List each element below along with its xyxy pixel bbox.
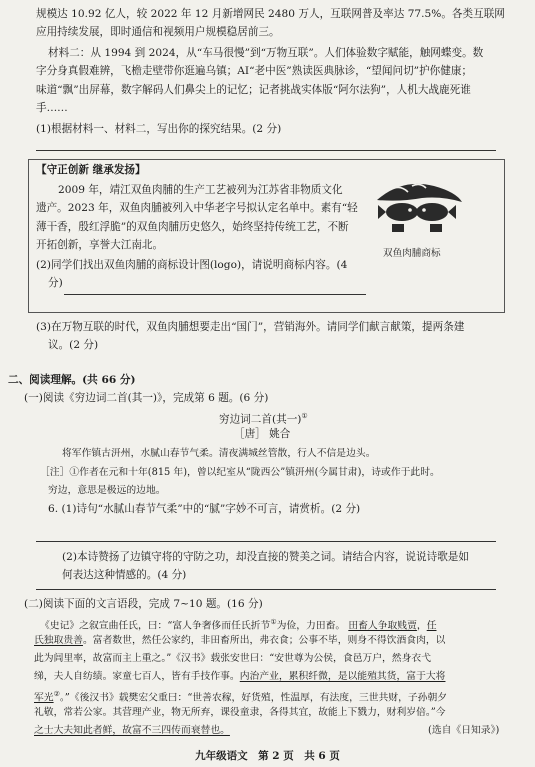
page-footer: 九年级语文 第 2 页 共 6 页: [195, 750, 340, 762]
question-3: 议。(2 分): [48, 339, 99, 351]
material-2-line: 字分身真假难辨，飞檐走壁带你逛遍乌镇；AI“老中医”熟读医典脉诊，“望闻问切”护你健康；: [36, 65, 473, 77]
classical-text-line: 礼敬，常若公家。其营理产业，物无所弃，课役童隶，各得其宜，故能上下戮力，财利岁倍。”今: [34, 707, 446, 718]
classical-text-line: 军光②。”《後汉书》载樊宏父重曰：“世善农稼，好货殖，性温厚，有法度，三世共财，子孙朝夕: [34, 690, 448, 704]
material-1-line: 规模达 10.92 亿人，较 2022 年 12 月新增网民 2480 万人，互联网普及率达 77.5%。各类互联网: [36, 8, 505, 20]
answer-line[interactable]: [64, 294, 366, 295]
twin-fish-logo: [372, 176, 467, 234]
material-2-line: 材料二：从 1994 到 2024，从“车马很慢”到“万物互联”。人们体验数字赋能，触网蝶变。数: [48, 47, 484, 59]
heritage-text-line: 薄干香，殷红浮脆”的双鱼肉脯历史悠久，始终坚持传统工艺，不断: [36, 221, 349, 233]
poem-body: 将军作镇古汧州，水腻山春节气柔。清夜满城丝管散，行人不信是边头。: [62, 448, 376, 459]
classical-text-line: 《史记》之叙宣曲任氏，曰：“富人争奢侈而任氏折节①为俭，力田畜。 田畜人争取贱贾，任: [40, 618, 437, 632]
question-1: (1)根据材料一、材料二，写出你的探究结果。(2 分): [36, 123, 282, 135]
answer-line[interactable]: [36, 589, 496, 590]
poem-note: ［注］①作者在元和十年(815 年)，曾以纪室从“陇西公”镇汧州(今属甘肃)，诗或作于此时。: [40, 467, 440, 478]
question-3: (3)在万物互联的时代，双鱼肉脯想要走出“国门”，营销海外。请同学们献言献策，提两条建: [36, 321, 465, 333]
logo-caption: 双鱼肉脯商标: [383, 248, 441, 259]
poem-title: 穷边词二首(其一)①: [219, 412, 308, 426]
poem-section-title: (一)阅读《穷边词二首(其一)》，完成第 6 题。(6 分): [24, 392, 269, 404]
question-6-2: 何表达这种情感的。(4 分): [62, 569, 187, 581]
section-2-title: 二、阅读理解。(共 66 分): [8, 374, 136, 386]
poem-note: 穷边，意思是极远的边地。: [48, 485, 166, 496]
answer-line[interactable]: [36, 150, 496, 151]
material-2-line: 手……: [36, 102, 68, 114]
classical-text-line: 之士大夫知此者鲜，故富不三四传而衰替也。: [34, 725, 230, 736]
classical-text-line: 绨，夫人自纺绩。家童七百人，皆有手技作事。内治产业，累积纤微，是以能殖其货，富于大将: [34, 671, 446, 682]
question-2: 分): [48, 277, 63, 289]
heritage-text-line: 2009 年，靖江双鱼肉脯的生产工艺被列为江苏省非物质文化: [58, 184, 343, 196]
material-1-line: 应用持续发展，即时通信和视频用户规模稳居前三。: [36, 26, 280, 38]
classical-section-title: (二)阅读下面的文言语段，完成 7~10 题。(16 分): [24, 598, 263, 610]
answer-line[interactable]: [36, 541, 496, 542]
heritage-text-line: 遗产。2023 年，双鱼肉脯被列入中华老字号拟认定名单中。素有“轻: [36, 202, 358, 214]
question-6-1: 6. (1)诗句“水腻山春节气柔”中的“腻”字妙不可言，请赏析。(2 分): [48, 503, 361, 515]
question-6-2: (2)本诗赞扬了边镇守将的守防之功，却没直接的赞美之词。请结合内容，说说诗歌是如: [62, 551, 469, 563]
question-2: (2)同学们找出双鱼肉脯的商标设计图(logo)，请说明商标内容。(4: [36, 259, 348, 271]
classical-text-line: 此为闾里率，故富而主上重之。”《汉书》载张安世曰：“安世尊为公侯，食邑万户，然身衣弋: [34, 653, 431, 664]
heritage-text-line: 开拓创新，享誉大江南北。: [36, 239, 164, 251]
classical-text-line: 氏独取贵善。富者数世，然任公家约，非田畜所出，弗衣食；公事不毕，则身不得饮酒食肉，以: [34, 635, 446, 646]
material-2-line: 味道“飘”出屏幕，数字解码人们鼻尖上的记忆；记者挑战实体版“阿尔法狗”，人机大战鹿死谁: [36, 84, 471, 96]
classical-source: (选自《日知录》): [428, 725, 500, 736]
poem-author: ［唐］ 姚合: [234, 428, 291, 440]
section-title: 【守正创新 继承发扬】: [36, 164, 146, 176]
